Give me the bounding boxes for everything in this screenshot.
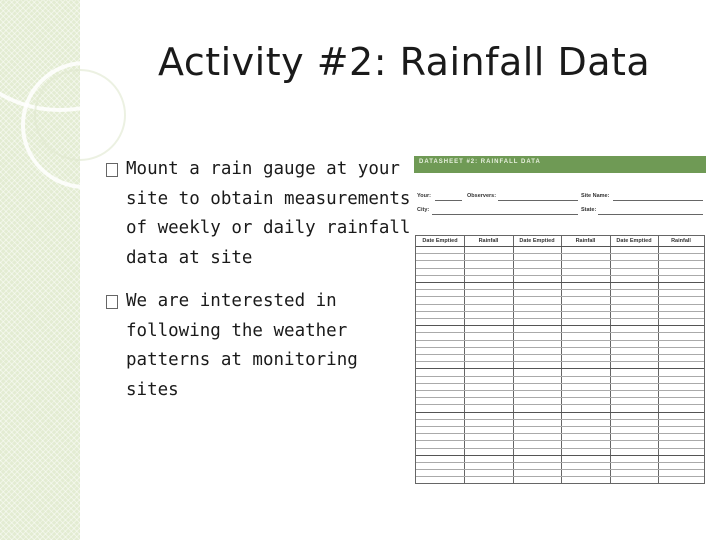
column-header: Date Emptied [422, 238, 458, 244]
table-row-divider [416, 440, 704, 441]
table-row-divider [416, 347, 704, 348]
slide-title: Activity #2: Rainfall Data [158, 40, 651, 84]
bullet-item [112, 155, 412, 273]
field-line [432, 214, 578, 215]
table-row-divider [416, 368, 704, 369]
field-label-your: Your: [417, 193, 431, 199]
table-row-divider [416, 426, 704, 427]
table-row-divider [416, 246, 704, 247]
table-row-divider [416, 253, 704, 254]
table-row-divider [416, 462, 704, 463]
table-row-divider [416, 433, 704, 434]
table-row-divider [416, 289, 704, 290]
field-label-state: State: [581, 207, 597, 213]
field-line [613, 200, 703, 201]
column-header: Date Emptied [616, 238, 652, 244]
table-row-divider [416, 318, 704, 319]
table-row-divider [416, 275, 704, 276]
table-row-divider [416, 282, 704, 283]
table-row-divider [416, 340, 704, 341]
table-row-divider [416, 448, 704, 449]
field-line [435, 200, 462, 201]
field-label-site-name: Site Name: [581, 193, 610, 199]
column-header: Date Emptied [519, 238, 555, 244]
datasheet-header [414, 156, 706, 173]
table-row-divider [416, 383, 704, 384]
field-label-observers: Observers: [467, 193, 497, 199]
bullet-box-icon [106, 295, 118, 309]
table-row-divider [416, 376, 704, 377]
bullet-text: Mount a rain gauge at your site to obtain measurements of weekly or daily rainfall data at site [126, 159, 411, 268]
table-column-divider [658, 236, 659, 483]
table-row-divider [416, 311, 704, 312]
table-row-divider [416, 419, 704, 420]
table-row-divider [416, 397, 704, 398]
table-row-divider [416, 332, 704, 333]
table-row-divider [416, 260, 704, 261]
field-line [498, 200, 578, 201]
bullet-box-icon [106, 163, 118, 177]
datasheet-image [414, 156, 708, 486]
table-row-divider [416, 325, 704, 326]
table-column-divider [464, 236, 465, 483]
table-row-divider [416, 304, 704, 305]
table-column-divider [561, 236, 562, 483]
table-row-divider [416, 469, 704, 470]
table-column-divider [513, 236, 514, 483]
bullet-text: We are interested in following the weather patterns at monitoring sites [126, 291, 358, 400]
bullet-item [112, 287, 412, 405]
table-column-divider [610, 236, 611, 483]
table-row-divider [416, 390, 704, 391]
table-row-divider [416, 476, 704, 477]
table-row-divider [416, 354, 704, 355]
bullet-list [112, 155, 412, 419]
column-header: Rainfall [671, 238, 691, 244]
table-row-divider [416, 455, 704, 456]
decorative-sidebar [0, 0, 80, 540]
table-row-divider [416, 404, 704, 405]
datasheet-title: DATASHEET #2: RAINFALL DATA [419, 159, 541, 165]
rainfall-table [415, 235, 705, 484]
table-row-divider [416, 361, 704, 362]
table-row-divider [416, 296, 704, 297]
field-line [598, 214, 703, 215]
table-row-divider [416, 268, 704, 269]
column-header: Rainfall [575, 238, 596, 244]
column-header: Rainfall [478, 238, 499, 244]
table-row-divider [416, 412, 704, 413]
field-label-city: City: [417, 207, 430, 213]
